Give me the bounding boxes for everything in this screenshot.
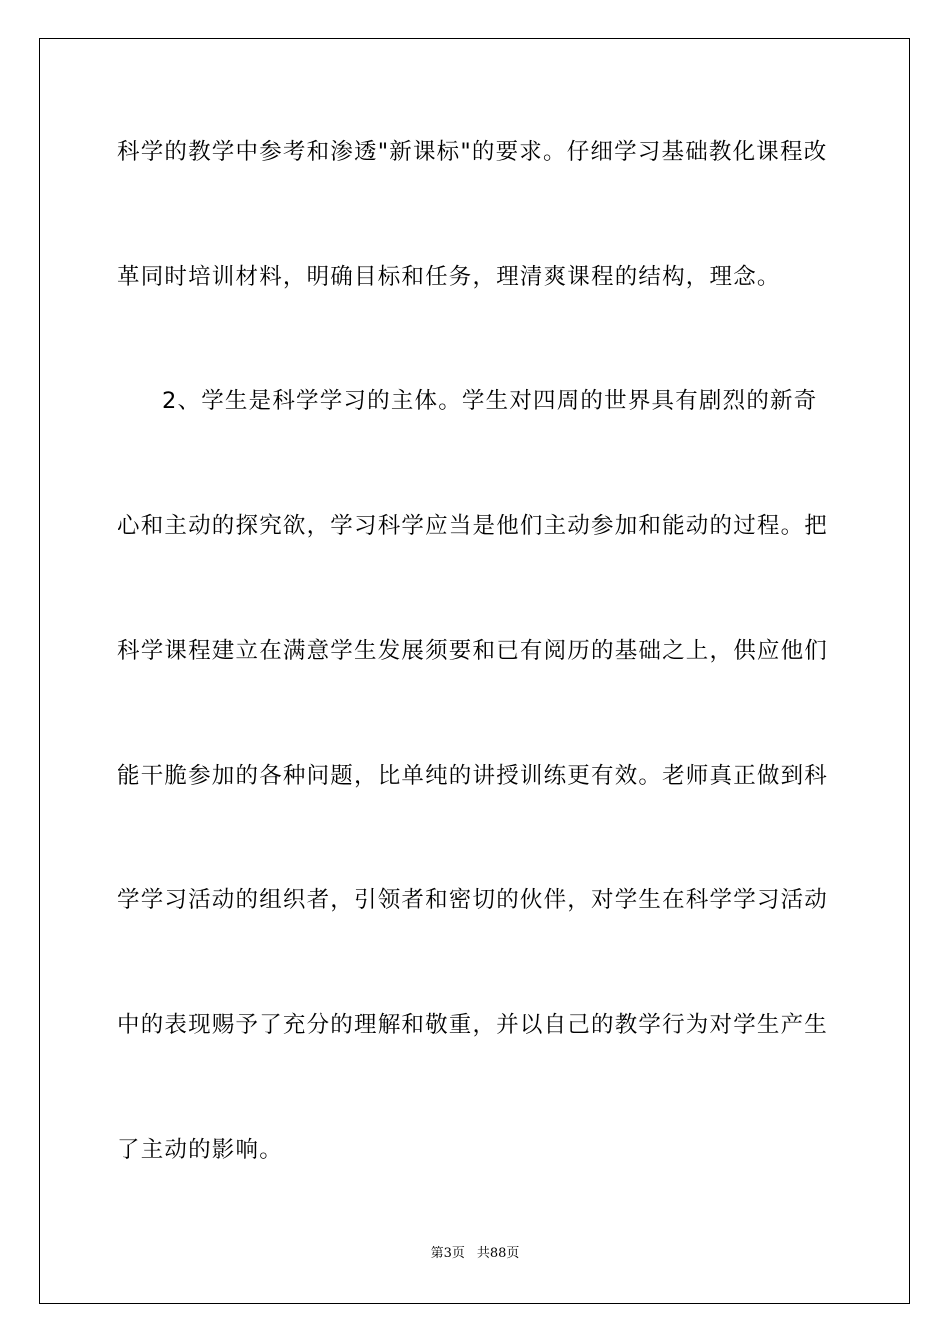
body-line-5: 科学课程建立在满意学生发展须要和已有阅历的基础之上，供应他们 <box>117 638 829 664</box>
total-pages-label: 共88页 <box>476 1246 520 1261</box>
body-line-8: 中的表现赐予了充分的理解和敬重，并以自己的教学行为对学生产生 <box>117 1012 829 1038</box>
body-line-1: 科学的教学中参考和渗透"新课标"的要求。仔细学习基础教化课程改 <box>117 139 828 165</box>
page-border <box>39 38 910 1304</box>
current-page-label: 第3页 <box>430 1246 465 1261</box>
body-line-4: 心和主动的探究欲，学习科学应当是他们主动参加和能动的过程。把 <box>117 513 829 539</box>
body-line-9: 了主动的影响。 <box>117 1137 283 1163</box>
body-line-2: 革同时培训材料，明确目标和任务，理清爽课程的结构，理念。 <box>117 264 781 290</box>
page-footer <box>0 1245 950 1263</box>
body-line-6: 能干脆参加的各种问题，比单纯的讲授训练更有效。老师真正做到科 <box>117 763 829 789</box>
body-line-7: 学学习活动的组织者，引领者和密切的伙伴，对学生在科学学习活动 <box>117 887 829 913</box>
body-line-3: 2、学生是科学学习的主体。学生对四周的世界具有剧烈的新奇 <box>162 388 818 414</box>
